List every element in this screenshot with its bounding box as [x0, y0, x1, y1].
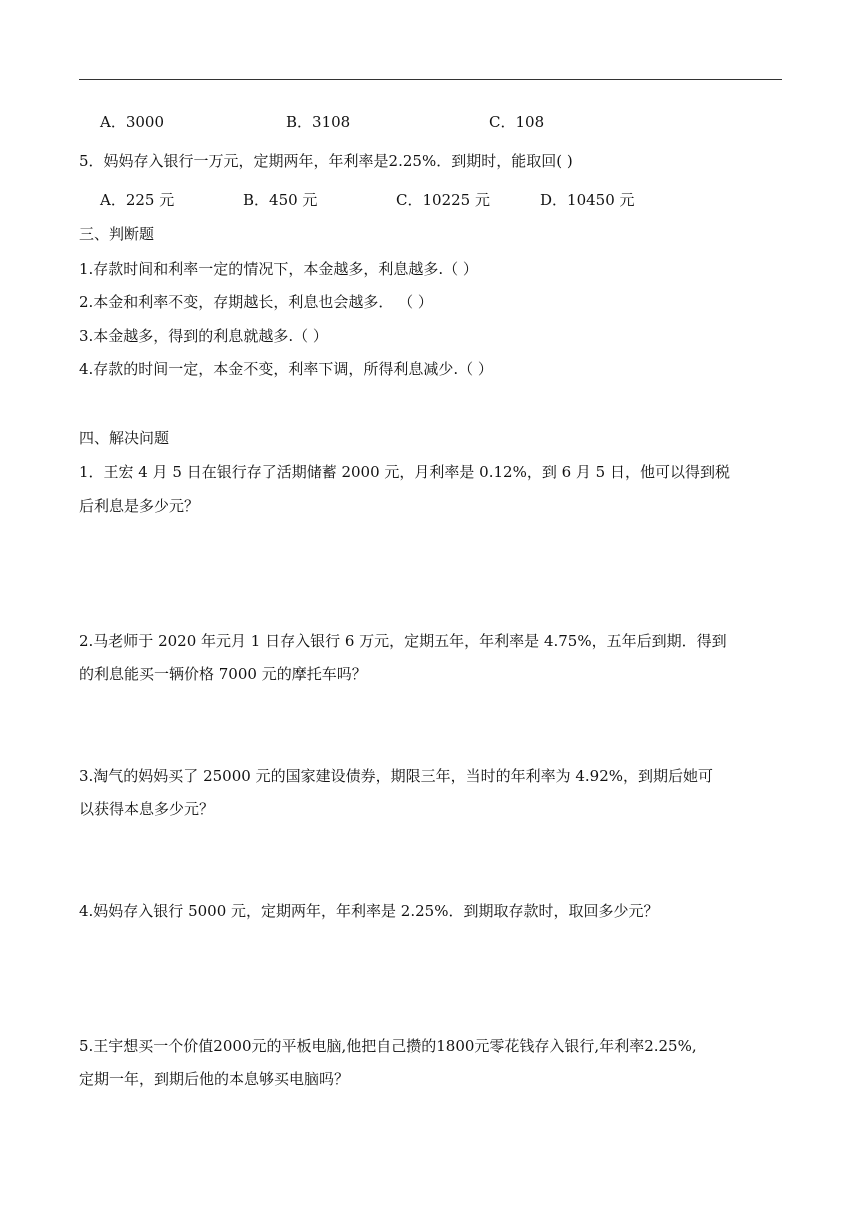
prev-option-c: C．108: [489, 113, 545, 131]
judgment-item-1: 1.存款时间和利率一定的情况下，本金越多，利息越多.（ ）: [79, 260, 478, 278]
problem-5-line-1: 5.王宇想买一个价值2000元的平板电脑,他把自己攒的1800元零花钱存入银行,年利率2.25%,: [79, 1037, 697, 1055]
prev-option-a: A．3000: [100, 113, 165, 131]
header-rule: [79, 79, 782, 80]
question-5-option-b: B．450 元: [243, 191, 318, 209]
problem-3-line-1: 3.淘气的妈妈买了 25000 元的国家建设债券，期限三年，当时的年利率为 4.92%，到期后她可: [79, 767, 713, 785]
question-5-option-a: A．225 元: [100, 191, 175, 209]
question-5-text: 5．妈妈存入银行一万元，定期两年，年利率是2.25%．到期时，能取回( ): [79, 152, 573, 170]
problem-4-line-1: 4.妈妈存入银行 5000 元，定期两年，年利率是 2.25%．到期取存款时，取回多少元？: [79, 902, 659, 920]
prev-option-b: B．3108: [286, 113, 351, 131]
judgment-item-2: 2.本金和利率不变，存期越长，利息也会越多． （ ）: [79, 293, 433, 311]
problem-1-line-2: 后利息是多少元？: [79, 497, 200, 515]
judgment-item-3: 3.本金越多，得到的利息就越多.（ ）: [79, 327, 328, 345]
question-5-option-c: C．10225 元: [396, 191, 490, 209]
section-4-heading: 四、解决问题: [79, 429, 170, 447]
problem-2-line-1: 2.马老师于 2020 年元月 1 日存入银行 6 万元，定期五年，年利率是 4.75%，五年后到期．得到: [79, 632, 727, 650]
section-3-heading: 三、判断题: [79, 225, 155, 243]
problem-2-line-2: 的利息能买一辆价格 7000 元的摩托车吗？: [79, 665, 367, 683]
problem-1-line-1: 1．王宏 4 月 5 日在银行存了活期储蓄 2000 元，月利率是 0.12%，到 6 月 5 日，他可以得到税: [79, 463, 730, 481]
problem-5-line-2: 定期一年，到期后他的本息够买电脑吗？: [79, 1070, 350, 1088]
problem-3-line-2: 以获得本息多少元？: [79, 800, 215, 818]
judgment-item-4: 4.存款的时间一定，本金不变，利率下调，所得利息减少.（ ）: [79, 360, 493, 378]
question-5-option-d: D．10450 元: [540, 191, 635, 209]
